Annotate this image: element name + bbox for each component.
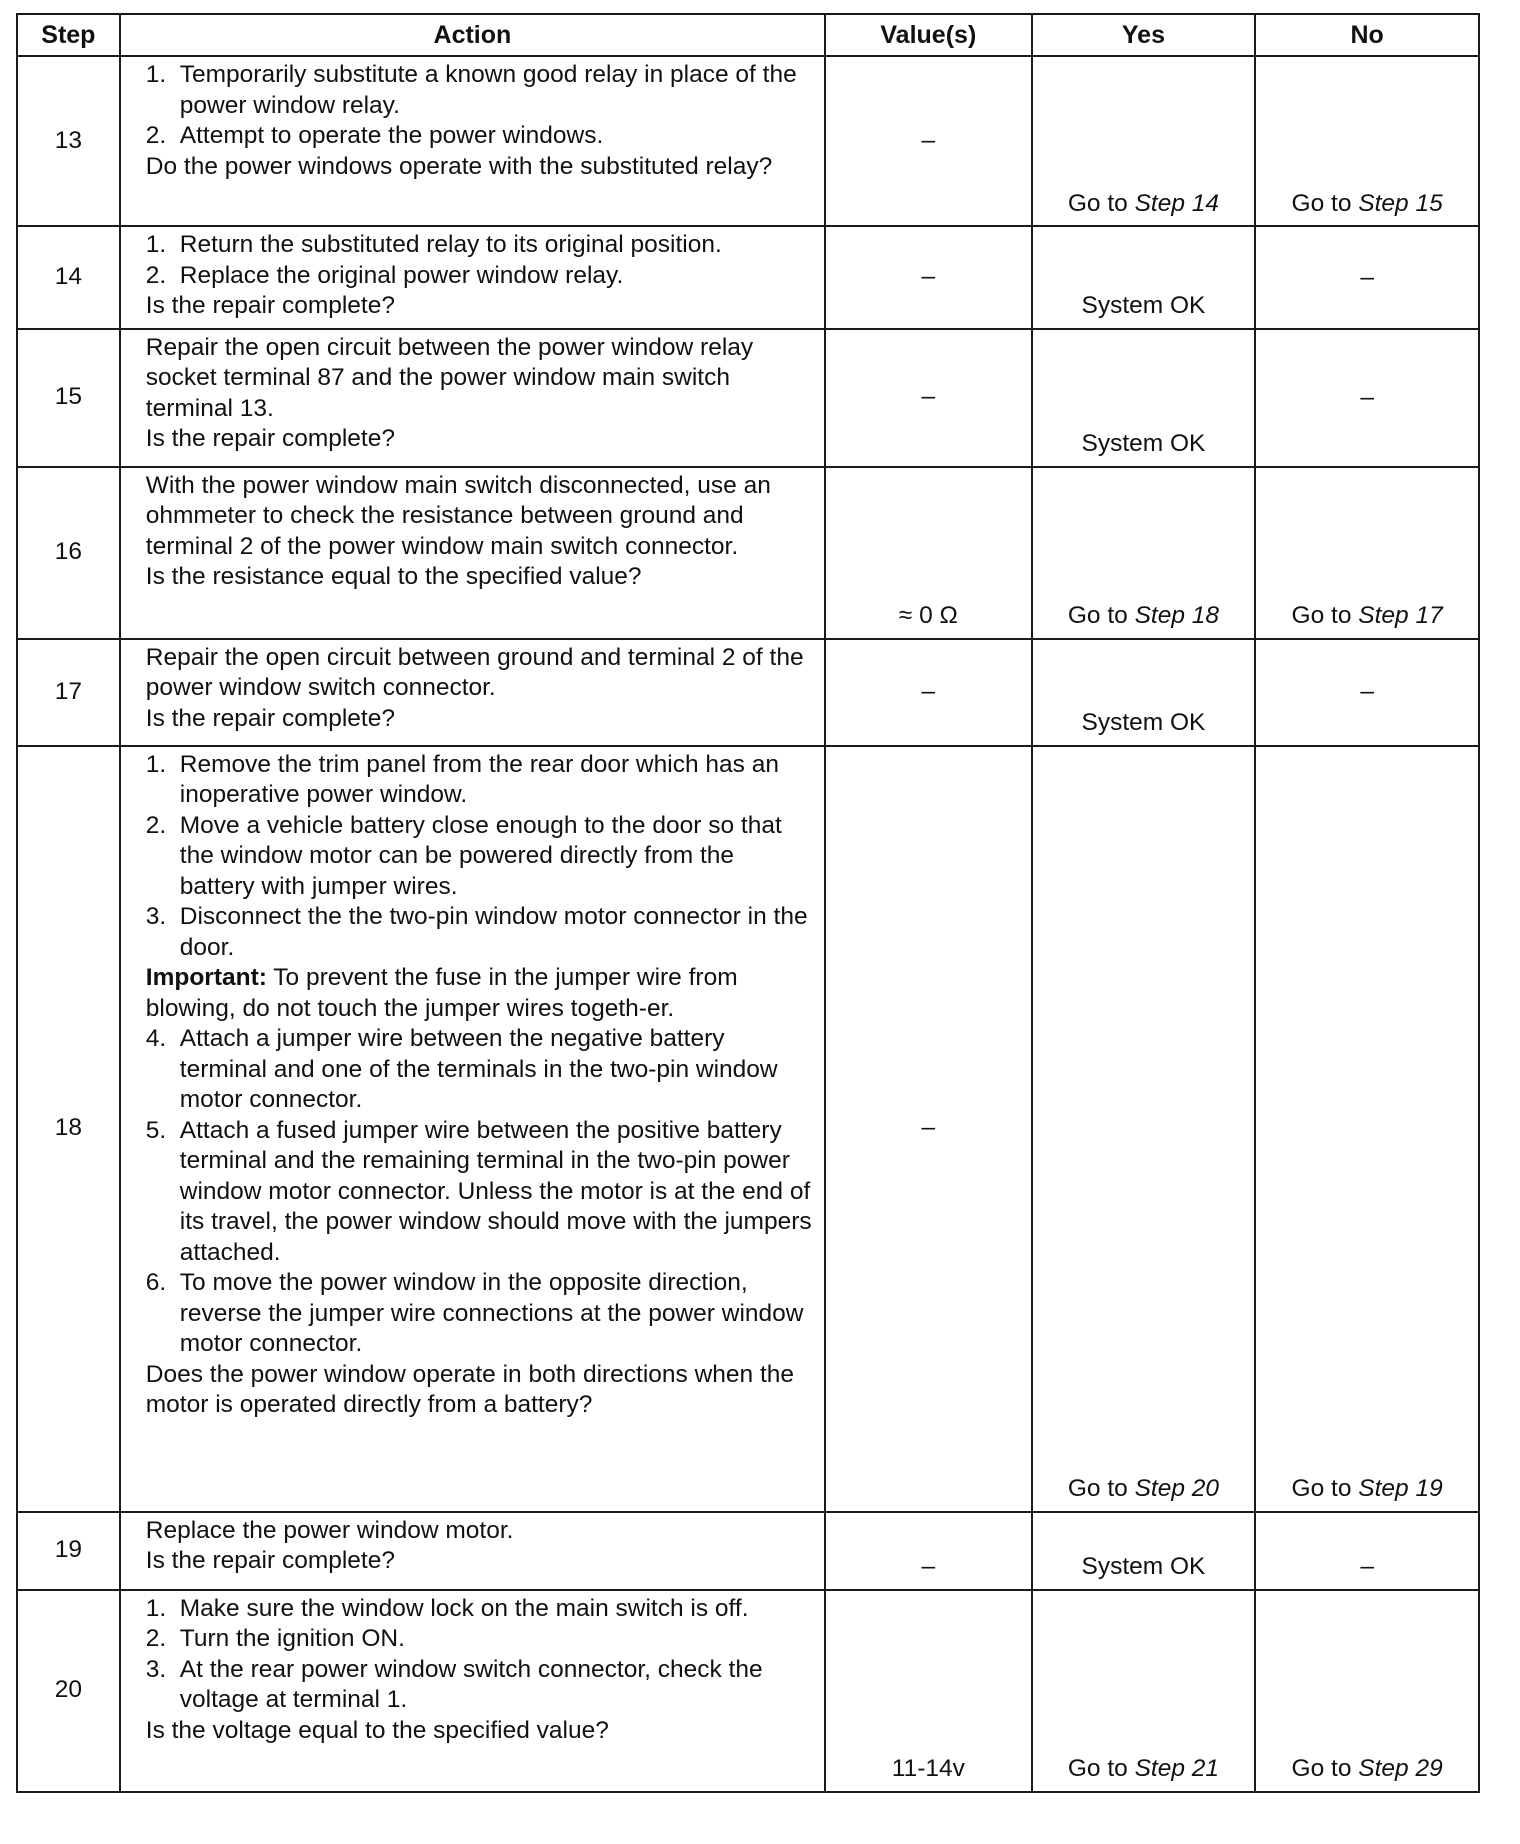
no-cell: – xyxy=(1255,226,1479,329)
item-number: 3. xyxy=(145,1655,167,1683)
action-cell xyxy=(120,467,825,639)
yes-prefix: Go to xyxy=(1067,189,1128,217)
value-cell: – xyxy=(825,56,1032,226)
no-cell: – xyxy=(1255,1512,1479,1590)
action-item xyxy=(146,230,812,261)
diagnostic-table xyxy=(16,13,1480,1793)
value-cell: – xyxy=(825,1512,1032,1590)
item-number: 4. xyxy=(145,1025,167,1052)
item-number: 2. xyxy=(145,122,167,149)
item-text: Return the substituted relay to its original position. xyxy=(179,231,722,258)
yes-cell xyxy=(1032,467,1256,639)
action-cell xyxy=(120,639,825,746)
item-text: Remove the trim panel from the rear door which has an inoperative power window. xyxy=(179,750,779,808)
no-step-link[interactable]: Step 29 xyxy=(1358,1755,1443,1782)
yes-cell: System OK xyxy=(1032,1512,1256,1590)
action-cell xyxy=(120,226,825,329)
important-label: Important: xyxy=(145,964,267,991)
action-question: Is the resistance equal to the specified value? xyxy=(145,563,642,590)
yes-cell xyxy=(1032,746,1256,1512)
yes-step-link[interactable]: Step 20 xyxy=(1134,1475,1220,1502)
header-no: No xyxy=(1255,14,1479,56)
item-text: Move a vehicle battery close enough to the door so that the window motor can be powered directly from the battery with jumper wires. xyxy=(179,811,782,900)
item-text: Attach a fused jumper wire between the positive battery terminal and the remaining terminal in the two-pin power window motor connector. Unless the motor is at the end of its travel, the power window should move with the jumpers attached. xyxy=(179,1116,812,1266)
action-item xyxy=(146,1624,812,1655)
action-question: Is the repair complete? xyxy=(145,1547,395,1574)
action-question: Do the power windows operate with the substituted relay? xyxy=(145,152,773,180)
action-cell xyxy=(120,56,825,226)
table-row-step-16 xyxy=(17,467,1479,639)
item-number: 1. xyxy=(145,750,167,778)
action-item xyxy=(146,750,812,811)
action-item xyxy=(146,1116,812,1269)
table-row-step-19 xyxy=(17,1512,1479,1590)
table-row-step-13 xyxy=(17,56,1479,226)
item-text: To move the power window in the opposite direction, reverse the jumper wire connections at the power window motor connector. xyxy=(179,1269,804,1357)
action-question: Is the repair complete? xyxy=(145,425,395,452)
action-item xyxy=(146,1594,812,1625)
value-cell: 11-14v xyxy=(825,1590,1032,1792)
diagnostic-table-page xyxy=(16,13,1480,1793)
item-number: 1. xyxy=(145,1594,167,1622)
yes-cell xyxy=(1032,56,1256,226)
action-item xyxy=(146,1268,812,1360)
action-text: Repair the open circuit between the power window relay socket terminal 87 and the power window main switch terminal 13. xyxy=(145,333,754,422)
yes-step-link[interactable]: Step 18 xyxy=(1134,602,1220,629)
table-row-step-17 xyxy=(17,639,1479,746)
yes-step-link[interactable]: Step 21 xyxy=(1134,1755,1220,1782)
no-prefix: Go to xyxy=(1291,189,1352,217)
item-number: 1. xyxy=(145,61,167,88)
step-number: 17 xyxy=(17,639,120,746)
table-row-step-14 xyxy=(17,226,1479,329)
no-cell: – xyxy=(1255,639,1479,746)
table-row-step-20 xyxy=(17,1590,1479,1792)
yes-cell xyxy=(1032,1590,1256,1792)
yes-cell: System OK xyxy=(1032,639,1256,746)
no-cell xyxy=(1255,746,1479,1512)
item-text: Turn the ignition ON. xyxy=(179,1625,405,1652)
important-text: To prevent the fuse in the jumper wire from blowing, do not touch the jumper wires togeth-er. xyxy=(145,964,738,1022)
step-number: 16 xyxy=(17,467,120,639)
item-text: Temporarily substitute a known good relay in place of the power window relay. xyxy=(179,61,797,119)
header-step: Step xyxy=(17,14,120,56)
yes-prefix: Go to xyxy=(1067,602,1128,629)
item-number: 5. xyxy=(145,1116,167,1144)
value-cell: – xyxy=(825,639,1032,746)
item-number: 6. xyxy=(145,1269,167,1296)
yes-step-link[interactable]: Step 14 xyxy=(1134,189,1220,217)
item-text: Make sure the window lock on the main switch is off. xyxy=(179,1594,749,1622)
value-cell: – xyxy=(825,746,1032,1512)
step-number: 13 xyxy=(17,56,120,226)
item-number: 2. xyxy=(145,1625,167,1652)
no-prefix: Go to xyxy=(1291,1475,1352,1502)
important-note xyxy=(146,963,812,1024)
header-row xyxy=(17,14,1479,56)
item-number: 1. xyxy=(145,231,167,258)
no-prefix: Go to xyxy=(1291,1755,1352,1782)
value-cell: ≈ 0 Ω xyxy=(825,467,1032,639)
table-row-step-15 xyxy=(17,329,1479,467)
header-yes: Yes xyxy=(1032,14,1256,56)
action-cell xyxy=(120,1590,825,1792)
action-item xyxy=(146,261,812,292)
step-number: 15 xyxy=(17,329,120,467)
no-cell: – xyxy=(1255,329,1479,467)
action-question: Is the repair complete? xyxy=(145,292,395,319)
action-question: Is the voltage equal to the specified value? xyxy=(145,1716,609,1744)
no-step-link[interactable]: Step 15 xyxy=(1358,189,1443,217)
no-step-link[interactable]: Step 17 xyxy=(1358,602,1443,629)
action-item xyxy=(146,811,812,903)
action-cell xyxy=(120,1512,825,1590)
item-text: Replace the original power window relay. xyxy=(179,261,624,289)
action-text: Replace the power window motor. xyxy=(145,1516,514,1544)
item-number: 3. xyxy=(145,903,167,930)
action-item xyxy=(146,60,812,121)
no-cell xyxy=(1255,467,1479,639)
item-text: At the rear power window switch connector, check the voltage at terminal 1. xyxy=(179,1655,763,1713)
yes-cell: System OK xyxy=(1032,329,1256,467)
action-item xyxy=(146,121,812,152)
item-text: Attempt to operate the power windows. xyxy=(179,122,604,149)
no-prefix: Go to xyxy=(1291,602,1352,629)
step-number: 19 xyxy=(17,1512,120,1590)
header-values: Value(s) xyxy=(825,14,1032,56)
yes-prefix: Go to xyxy=(1067,1475,1128,1502)
step-number: 20 xyxy=(17,1590,120,1792)
step-number: 18 xyxy=(17,746,120,1512)
value-cell: – xyxy=(825,329,1032,467)
action-cell xyxy=(120,746,825,1512)
yes-prefix: Go to xyxy=(1067,1755,1128,1782)
item-number: 2. xyxy=(145,261,167,289)
item-text: Disconnect the the two-pin window motor connector in the door. xyxy=(179,903,808,961)
header-action: Action xyxy=(120,14,825,56)
table-row-step-18 xyxy=(17,746,1479,1512)
action-cell xyxy=(120,329,825,467)
item-number: 2. xyxy=(145,811,167,839)
action-question: Does the power window operate in both directions when the motor is operated directly from a battery? xyxy=(145,1360,795,1418)
step-number: 14 xyxy=(17,226,120,329)
action-text: With the power window main switch disconnected, use an ohmmeter to check the resistance between ground and terminal 2 of the power window main switch connector. xyxy=(145,471,771,560)
value-cell: – xyxy=(825,226,1032,329)
no-cell xyxy=(1255,56,1479,226)
action-question: Is the repair complete? xyxy=(145,704,395,732)
yes-cell: System OK xyxy=(1032,226,1256,329)
item-text: Attach a jumper wire between the negative battery terminal and one of the terminals in the two-pin window motor connector. xyxy=(179,1025,778,1113)
action-text: Repair the open circuit between ground and terminal 2 of the power window switch connector. xyxy=(145,643,804,701)
action-item xyxy=(146,902,812,963)
no-cell xyxy=(1255,1590,1479,1792)
action-item xyxy=(146,1655,812,1716)
no-step-link[interactable]: Step 19 xyxy=(1358,1475,1443,1502)
action-item xyxy=(146,1024,812,1116)
